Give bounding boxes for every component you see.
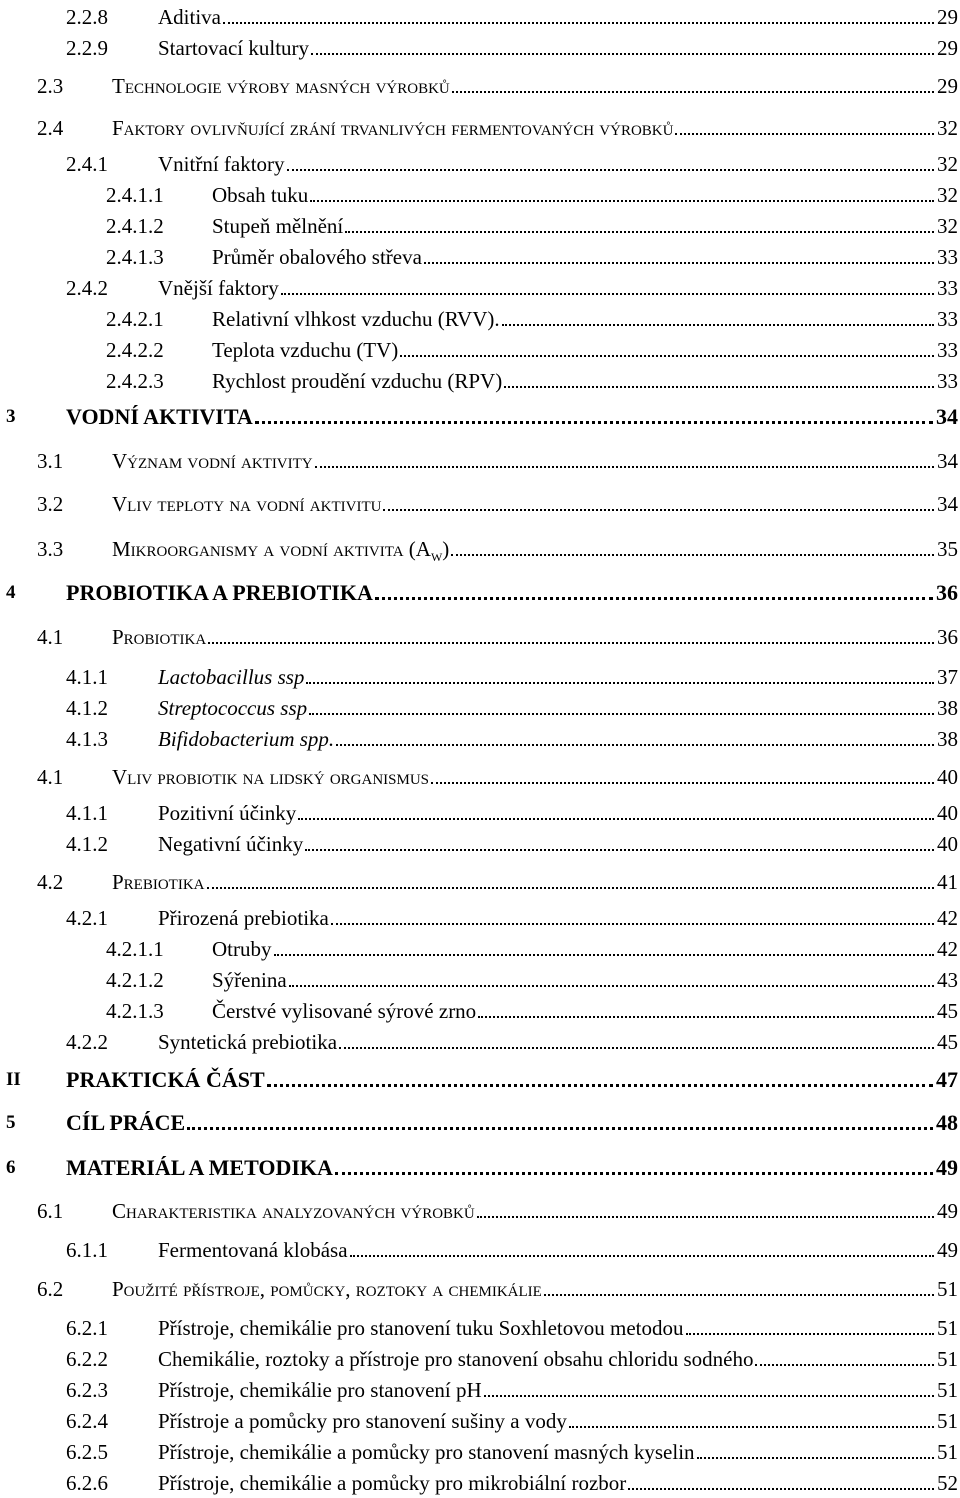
toc-leader-dots [504,382,934,388]
toc-entry[interactable] [0,489,958,519]
toc-entry-title [112,489,381,519]
toc-entry-title-text: Vliv teploty na vodní aktivitu [112,492,382,516]
toc-leader-dots [544,1290,934,1296]
toc-entry[interactable] [0,304,958,334]
toc-entry-number: 4.2.1.1 [106,937,164,961]
toc-entry-title [66,578,373,608]
toc-leader-dots [208,638,934,644]
toc-leader-dots [298,814,934,820]
toc-leader-dots [310,196,934,202]
toc-leader-dots [345,227,934,233]
toc-entry[interactable] [0,242,958,272]
toc-entry-title [158,273,279,303]
toc-entry[interactable] [0,1108,958,1138]
toc-entry-number: 4.1 [37,765,64,789]
toc-entry-title-text: VODNÍ AKTIVITA [66,404,253,429]
toc-entry-number: II [6,1069,21,1090]
toc-leader-dots [223,18,934,24]
toc-entry-page-number: 32 [936,149,958,179]
toc-entry-number: 6.2 [37,1277,64,1301]
toc-entry-page-number: 45 [936,996,958,1026]
toc-entry-title-text: Charakteristika analyzovaných výrobků [112,1199,475,1223]
toc-entry-title-text: Přístroje, chemikálie pro stanovení tuku Soxhletovou metodou [158,1316,684,1340]
toc-entry-title [158,1344,753,1374]
toc-entry-number: 4.2.1 [66,906,108,930]
toc-entry-title-text: PRAKTICKÁ ČÁST [66,1067,265,1092]
toc-entry[interactable] [0,903,958,933]
toc-leader-dots [289,981,934,987]
toc-entry-title-text: Přístroje, chemikálie a pomůcky pro stanovení masných kyselin [158,1440,695,1464]
toc-entry[interactable] [0,534,958,564]
toc-entry-number: 6 [6,1157,16,1178]
toc-entry[interactable] [0,2,958,32]
toc-entry-number: 3.3 [37,537,64,561]
toc-entry-number: 2.2.8 [66,5,108,29]
toc-entry[interactable] [0,366,958,396]
toc-entry[interactable] [0,71,958,101]
toc-entry-title-text: Relativní vlhkost vzduchu (RVV). [212,307,500,331]
toc-entry-title-text: Negativní účinky [158,832,304,856]
toc-entry-page-number: 51 [936,1375,958,1405]
toc-entry-title-end: ) [442,537,450,561]
toc-leader-dots [424,258,934,264]
toc-entry-page-number: 34 [935,402,958,432]
toc-entry[interactable] [0,798,958,828]
toc-entry-title-text: Obsah tuku [212,183,309,207]
toc-entry-title [112,622,206,652]
toc-entry-title [112,1274,542,1304]
toc-entry-title-text: Pozitivní účinky [158,801,297,825]
toc-leader-dots [306,678,934,684]
toc-entry-title-text: Použité přístroje, pomůcky, roztoky a chemikálie [112,1277,542,1301]
toc-entry-title [66,1065,265,1095]
toc-entry-title [158,693,307,723]
toc-entry-title [112,71,450,101]
toc-entry[interactable] [0,1065,958,1095]
toc-entry-title-text: Prebiotika [112,870,205,894]
toc-entry-title-text: Vnější faktory [158,276,279,300]
toc-entry-title-text: Faktory ovlivňující zrání trvanlivých fermentovaných výrobků [112,116,674,140]
toc-entry-number: 4.1.3 [66,727,108,751]
toc-entry[interactable] [0,965,958,995]
toc-entry[interactable] [0,113,958,143]
toc-entry-title-text: Aditiva [158,5,221,29]
toc-entry-number: 2.2.9 [66,36,108,60]
toc-entry-number: 2.4.1.1 [106,183,164,207]
toc-entry-title [212,335,398,365]
toc-entry-title [212,996,476,1026]
toc-entry-number: 4.1.2 [66,832,108,856]
toc-entry-page-number: 37 [936,662,958,692]
toc-leader-dots [187,1123,933,1130]
toc-leader-dots [628,1484,934,1490]
toc-leader-dots [305,845,934,851]
toc-entry-page-number: 51 [936,1406,958,1436]
toc-entry-page-number: 35 [936,534,958,564]
toc-entry-page-number: 33 [936,304,958,334]
toc-entry-number: 4.2.1.3 [106,999,164,1023]
toc-entry-title [158,1027,337,1057]
toc-entry[interactable] [0,762,958,792]
toc-leader-dots [484,1391,934,1397]
toc-leader-dots [477,1212,934,1218]
toc-entry-page-number: 52 [936,1468,958,1498]
toc-entry-title-text: Přístroje a pomůcky pro stanovení sušiny a vody [158,1409,567,1433]
toc-entry-number: 6.1.1 [66,1238,108,1262]
toc-leader-dots [309,709,934,715]
toc-entry-page-number: 40 [936,829,958,859]
toc-entry-title-text: Startovací kultury [158,36,310,60]
toc-entry-page-number: 29 [936,2,958,32]
toc-entry-title [158,829,303,859]
toc-entry[interactable] [0,1274,958,1304]
toc-entry-title-text: Fermentovaná klobása [158,1238,348,1262]
toc-entry-title-text: Význam vodní aktivity [112,449,313,473]
toc-entry-number: 6.2.3 [66,1378,108,1402]
toc-entry-title [158,1375,482,1405]
toc-entry-title-text: Bifidobacterium spp. [158,727,335,751]
toc-entry-title-text: Lactobacillus ssp [158,665,305,689]
toc-leader-dots [755,1360,934,1366]
toc-entry-page-number: 32 [936,180,958,210]
toc-entry-title [158,724,334,754]
toc-leader-dots [336,740,934,746]
toc-entry-page-number: 40 [936,798,958,828]
toc-entry[interactable] [0,211,958,241]
toc-entry-title [112,534,449,572]
toc-entry-number: 6.2.1 [66,1316,108,1340]
toc-entry-page-number: 34 [936,446,958,476]
toc-leader-dots [675,129,934,135]
toc-entry-title [212,965,287,995]
toc-entry[interactable] [0,996,958,1026]
toc-entry-title-text: Syntetická prebiotika [158,1030,338,1054]
toc-entry-title-text: Průměr obalového střeva [212,245,422,269]
toc-entry-title [112,446,313,476]
toc-entry[interactable] [0,1153,958,1183]
toc-entry-title [158,798,296,828]
toc-entry[interactable] [0,446,958,476]
toc-entry[interactable] [0,622,958,652]
toc-entry[interactable] [0,662,958,692]
toc-leader-dots [400,351,934,357]
toc-entry[interactable] [0,578,958,608]
toc-entry-number: 3.1 [37,449,64,473]
toc-entry-title [158,1313,684,1343]
toc-entry-number: 4.1.1 [66,801,108,825]
toc-leader-dots [478,1012,934,1018]
toc-leader-dots [281,289,934,295]
toc-entry[interactable] [0,1375,958,1405]
toc-entry-title-subscript: W [430,550,443,565]
toc-entry-title-text: Otruby [212,937,272,961]
toc-entry-title [66,402,253,432]
toc-entry-title-text: Vliv probiotik na lidský organismus [112,765,430,789]
toc-entry[interactable] [0,1313,958,1343]
toc-entry-title-text: Vnitřní faktory [158,152,285,176]
toc-entry-page-number: 33 [936,366,958,396]
toc-entry-page-number: 43 [936,965,958,995]
toc-entry-title-text: Teplota vzduchu (TV) [212,338,399,362]
toc-entry-title-text: Sýřenina [212,968,287,992]
toc-entry-number: 4.1 [37,625,64,649]
toc-entry-number: 2.3 [37,74,64,98]
toc-entry-page-number: 49 [936,1235,958,1265]
toc-entry-title [158,149,285,179]
toc-leader-dots [375,593,933,600]
toc-entry-page-number: 51 [936,1344,958,1374]
toc-entry-number: 2.4.1.3 [106,245,164,269]
toc-entry-number: 2.4.1 [66,152,108,176]
toc-entry-page-number: 40 [936,762,958,792]
toc-entry-number: 2.4.2.1 [106,307,164,331]
toc-entry-number: 2.4.2 [66,276,108,300]
toc-entry-page-number: 36 [935,578,958,608]
toc-entry-title [212,242,422,272]
toc-entry[interactable] [0,180,958,210]
toc-entry[interactable] [0,1196,958,1226]
toc-entry[interactable] [0,1235,958,1265]
toc-leader-dots [697,1453,934,1459]
toc-entry[interactable] [0,829,958,859]
toc-entry-title [212,934,272,964]
toc-entry-title [112,867,205,897]
toc-leader-dots [335,1168,933,1175]
toc-entry[interactable] [0,724,958,754]
toc-entry-number: 6.2.4 [66,1409,108,1433]
toc-leader-dots [350,1251,934,1257]
toc-leader-dots [569,1422,934,1428]
toc-entry-page-number: 38 [936,724,958,754]
toc-entry-number: 2.4.2.3 [106,369,164,393]
toc-entry[interactable] [0,335,958,365]
toc-leader-dots [451,550,934,556]
toc-entry[interactable] [0,149,958,179]
toc-entry-title-text: Stupeň mělnění [212,214,344,238]
toc-entry-number: 4 [6,582,16,603]
toc-entry-number: 6.1 [37,1199,64,1223]
toc-entry-page-number: 32 [936,113,958,143]
toc-entry-page-number: 34 [936,489,958,519]
toc-entry-number: 4.2.1.2 [106,968,164,992]
toc-entry-page-number: 45 [936,1027,958,1057]
toc-entry-title-text: PROBIOTIKA A PREBIOTIKA [66,580,373,605]
toc-entry-number: 6.2.2 [66,1347,108,1371]
toc-leader-dots [311,49,934,55]
toc-entry-title-text: Přirozená prebiotika [158,906,329,930]
toc-entry-page-number: 51 [936,1437,958,1467]
toc-entry-title-text: Technologie výroby masných výrobků [112,74,450,98]
toc-entry-number: 3.2 [37,492,64,516]
toc-entry-page-number: 49 [936,1196,958,1226]
toc-entry-page-number: 49 [935,1153,958,1183]
toc-entry[interactable] [0,273,958,303]
toc-entry-page-number: 33 [936,335,958,365]
toc-entry-page-number: 33 [936,273,958,303]
toc-entry-title [212,304,500,334]
toc-entry-page-number: 48 [935,1108,958,1138]
toc-entry-number: 4.2 [37,870,64,894]
toc-entry-number: 4.2.2 [66,1030,108,1054]
toc-entry-page-number: 33 [936,242,958,272]
toc-entry-page-number: 51 [936,1313,958,1343]
toc-entry[interactable] [0,33,958,63]
toc-entry-title [212,211,343,241]
toc-entry[interactable] [0,1406,958,1436]
toc-entry-title [212,366,502,396]
toc-entry-page-number: 29 [936,33,958,63]
toc-leader-dots [267,1080,933,1087]
toc-entry-title-text: MATERIÁL A METODIKA [66,1155,333,1180]
toc-entry[interactable] [0,934,958,964]
toc-entry-page-number: 38 [936,693,958,723]
toc-entry-number: 4.1.2 [66,696,108,720]
toc-entry-page-number: 42 [936,903,958,933]
toc-entry-title-text: Přístroje, chemikálie pro stanovení pH [158,1378,482,1402]
toc-entry-number: 4.1.1 [66,665,108,689]
toc-entry[interactable] [0,1437,958,1467]
toc-leader-dots [331,919,934,925]
toc-entry-title-text: CÍL PRÁCE [66,1110,186,1135]
toc-entry-title [212,180,308,210]
toc-entry-title [158,33,309,63]
toc-leader-dots [207,883,934,889]
toc-entry[interactable] [0,867,958,897]
toc-entry-title [112,1196,475,1226]
toc-entry-title [158,1235,348,1265]
toc-entry-number: 2.4.2.2 [106,338,164,362]
toc-leader-dots [339,1043,934,1049]
toc-entry[interactable] [0,402,958,432]
toc-leader-dots [431,778,934,784]
toc-entry-number: 3 [6,406,16,427]
toc-entry-title [158,1406,567,1436]
toc-entry-page-number: 51 [936,1274,958,1304]
toc-entry-title-text: Čerstvé vylisované sýrové zrno [212,999,477,1023]
toc-leader-dots [686,1329,934,1335]
toc-entry-title [158,662,304,692]
toc-leader-dots [274,950,934,956]
toc-entry-title [158,2,221,32]
toc-entry-title [112,762,429,792]
toc-leader-dots [287,165,934,171]
toc-entry-page-number: 32 [936,211,958,241]
toc-leader-dots [255,417,933,424]
toc-entry-number: 6.2.6 [66,1471,108,1495]
toc-entry-title-text: Chemikálie, roztoky a přístroje pro stanovení obsahu chloridu sodného [158,1347,754,1371]
toc-entry[interactable] [0,693,958,723]
toc-entry-page-number: 42 [936,934,958,964]
toc-leader-dots [502,320,934,326]
toc-entry-title [66,1153,333,1183]
toc-entry-title [158,903,329,933]
toc-entry-title [66,1108,185,1138]
toc-entry-title-text: Rychlost proudění vzduchu (RPV) [212,369,503,393]
toc-entry-number: 6.2.5 [66,1440,108,1464]
toc-entry-number: 2.4.1.2 [106,214,164,238]
toc-entry-page-number: 41 [936,867,958,897]
toc-entry-number: 5 [6,1112,16,1133]
toc-entry-page-number: 47 [935,1065,958,1095]
toc-entry-title [158,1437,695,1467]
toc-entry-title [112,113,673,143]
toc-entry-page-number: 36 [936,622,958,652]
toc-entry-number: 2.4 [37,116,64,140]
toc-leader-dots [383,505,934,511]
toc-entry[interactable] [0,1344,958,1374]
toc-entry-title-text: Probiotika [112,625,207,649]
toc-entry-title-text: Streptococcus ssp [158,696,308,720]
toc-leader-dots [315,462,934,468]
toc-entry[interactable] [0,1027,958,1057]
toc-entry-page-number: 29 [936,71,958,101]
toc-entry-title-text: Mikroorganismy a vodní aktivita (A [112,537,431,561]
toc-leader-dots [452,87,934,93]
toc-entry-title-text: Přístroje, chemikálie a pomůcky pro mikrobiální rozbor [158,1471,627,1495]
